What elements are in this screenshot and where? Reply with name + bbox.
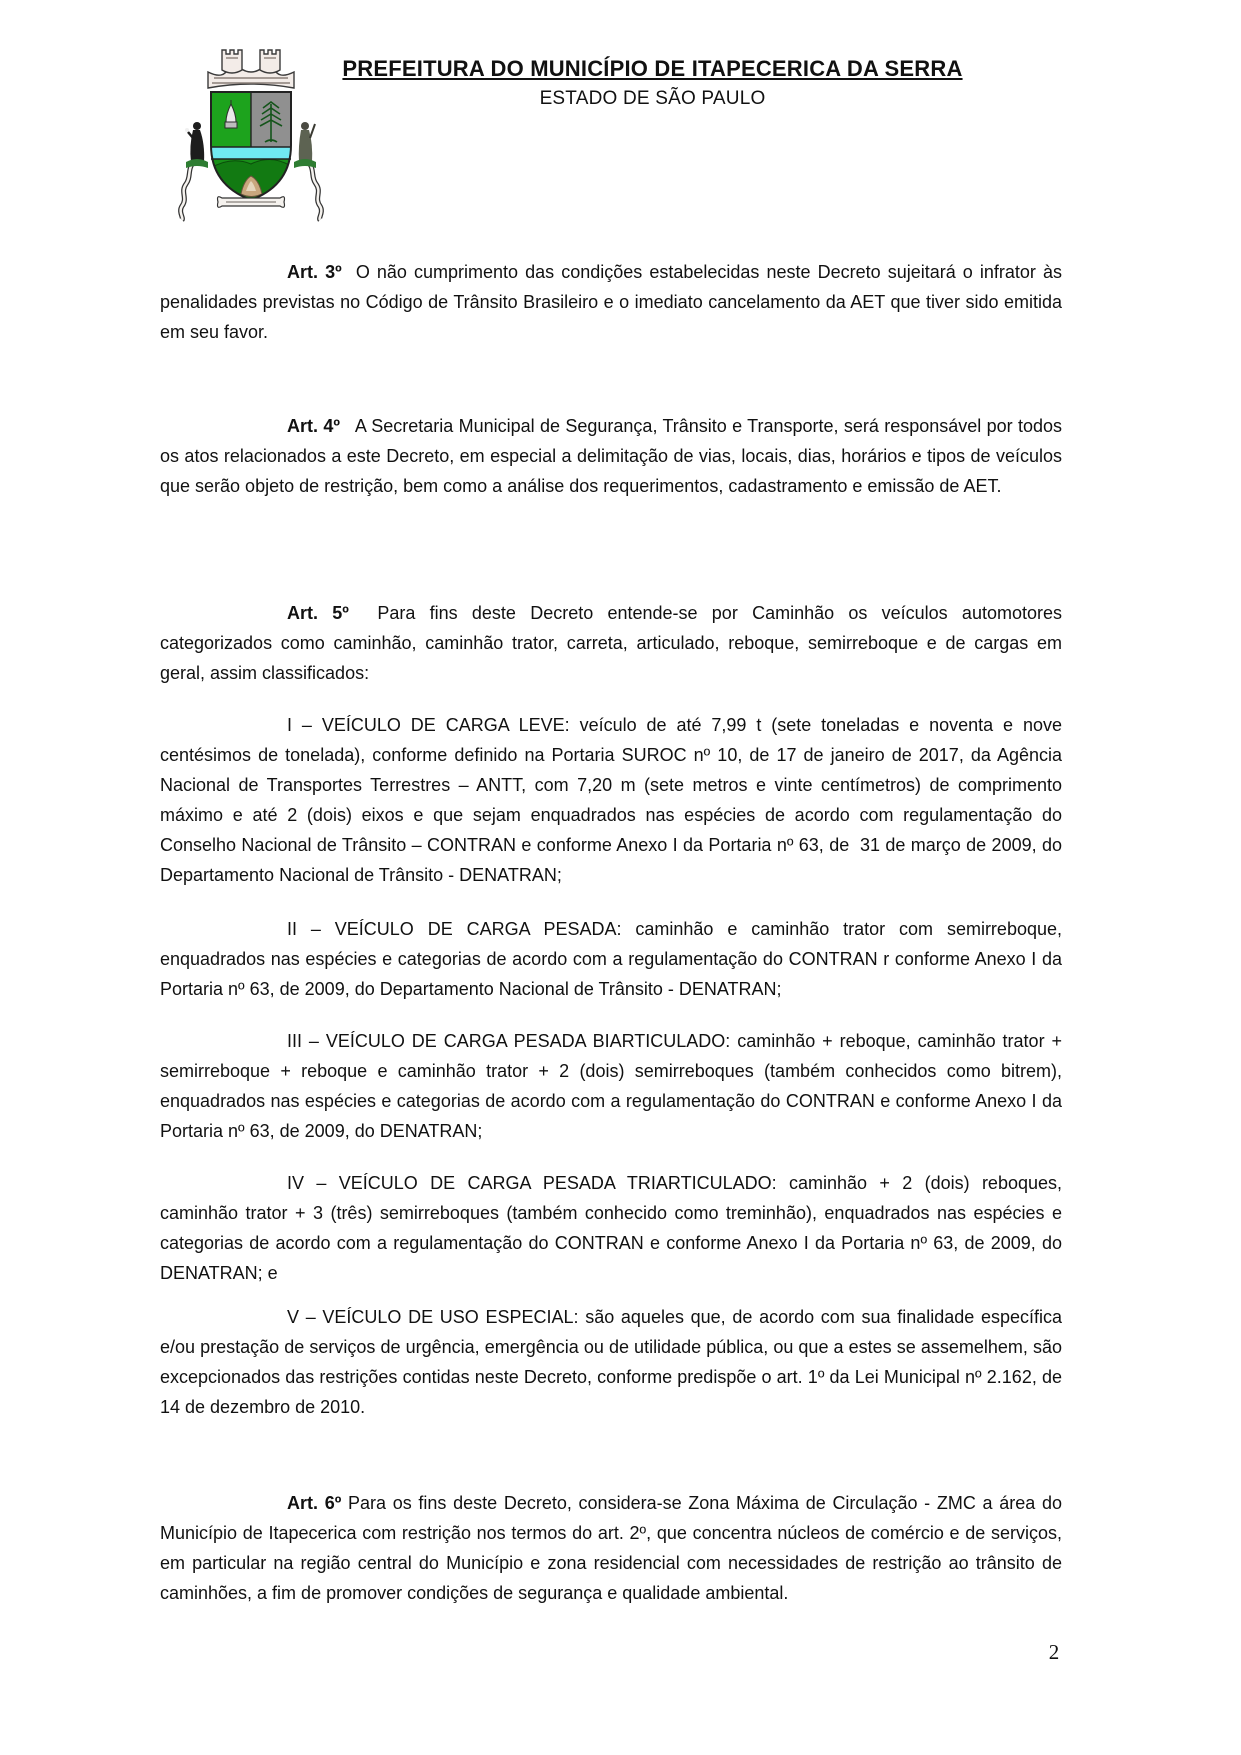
paragraph-art-4	[160, 411, 1068, 501]
paragraph-text: Para fins deste Decreto entende-se por Caminhão os veículos automotores categorizados como caminhão, caminhão trator, carreta, articulado, reboque, semirreboque e de cargas em geral, assim classificados:	[160, 603, 1068, 683]
article-number: Art. 4º	[287, 416, 340, 436]
paragraph-text: II – VEÍCULO DE CARGA PESADA: caminhão e caminhão trator com semirreboque, enquadrados nas espécies e categorias de acordo com a regulamentação do CONTRAN r conforme Anexo I da Portaria nº 63, de 2009, do Departamento Nacional de Trânsito - DENATRAN;	[160, 919, 1068, 999]
item-v-uso-especial	[160, 1302, 1068, 1422]
paragraph-text: Para os fins deste Decreto, considera-se Zona Máxima de Circulação - ZMC a área do Município de Itapecerica com restrição nos termos do art. 2º, que concentra núcleos de comércio e de serviços, em particular na região central do Município e zona residencial com necessidades de restrição ao trânsito de caminhões, a fim de promover condições de segurança e qualidade ambiental.	[160, 1493, 1068, 1603]
item-i-carga-leve	[160, 710, 1068, 890]
item-ii-carga-pesada	[160, 914, 1068, 1004]
article-number: Art. 6º	[287, 1493, 342, 1513]
paragraph-text: III – VEÍCULO DE CARGA PESADA BIARTICULADO: caminhão + reboque, caminhão trator + semirreboque + reboque e caminhão trator + 2 (dois) semirreboques (também conhecidos como bitrem), enquadrados nas espécies e categorias de acordo com a regulamentação do CONTRAN e conforme Anexo I da Portaria nº 63, de 2009, do DENATRAN;	[160, 1031, 1068, 1141]
letterhead-title: PREFEITURA DO MUNICÍPIO DE ITAPECERICA DA SERRA	[342, 56, 963, 81]
paragraph-text: IV – VEÍCULO DE CARGA PESADA TRIARTICULADO: caminhão + 2 (dois) reboques, caminhão trator + 3 (três) semirreboques (também conhecido como treminhão), enquadrados nas espécies e categorias de acordo com a regulamentação do CONTRAN e conforme Anexo I da Portaria nº 63, de 2009, do DENATRAN; e	[160, 1173, 1068, 1283]
item-iv-triarticulado	[160, 1168, 1068, 1288]
item-iii-biarticulado	[160, 1026, 1068, 1146]
paragraph-text: O não cumprimento das condições estabelecidas neste Decreto sujeitará o infrator às penalidades previstas no Código de Trânsito Brasileiro e o imediato cancelamento da AET que tiver sido emitida em seu favor.	[160, 262, 1068, 342]
paragraph-art-6	[160, 1488, 1068, 1608]
paragraph-text: I – VEÍCULO DE CARGA LEVE: veículo de até 7,99 t (sete toneladas e noventa e nove centésimos de tonelada), conforme definido na Portaria SUROC nº 10, de 17 de janeiro de 2017, da Agência Nacional de Transportes Terrestres – ANTT, com 7,20 m (sete metros e vinte centímetros) de comprimento máximo e até 2 (dois) eixos e que sejam enquadrados nas espécies de acordo com regulamentação do Conselho Nacional de Trânsito – CONTRAN e conforme Anexo I da Portaria nº 63, de 31 de março de 2009, do Departamento Nacional de Trânsito - DENATRAN;	[160, 715, 1068, 885]
article-number: Art. 5º	[287, 603, 349, 623]
page-number: 2	[1048, 1640, 1060, 1664]
document-body	[160, 0, 1068, 1755]
paragraph-text: V – VEÍCULO DE USO ESPECIAL: são aqueles que, de acordo com sua finalidade específica e/ou prestação de serviços de urgência, emergência ou de utilidade pública, ou que a estes se assemelhem, são excepcionados das restrições contidas neste Decreto, conforme predispõe o art. 1º da Lei Municipal nº 2.162, de 14 de dezembro de 2010.	[160, 1307, 1068, 1417]
letterhead-subtitle: ESTADO DE SÃO PAULO	[539, 88, 766, 109]
paragraph-art-5	[160, 598, 1068, 688]
paragraph-art-3	[160, 257, 1068, 347]
article-number: Art. 3º	[287, 262, 342, 282]
paragraph-text: A Secretaria Municipal de Segurança, Trânsito e Transporte, será responsável por todos os atos relacionados a este Decreto, em especial a delimitação de vias, locais, dias, horários e tipos de veículos que serão objeto de restrição, bem como a análise dos requerimentos, cadastramento e emissão de AET.	[160, 416, 1068, 496]
